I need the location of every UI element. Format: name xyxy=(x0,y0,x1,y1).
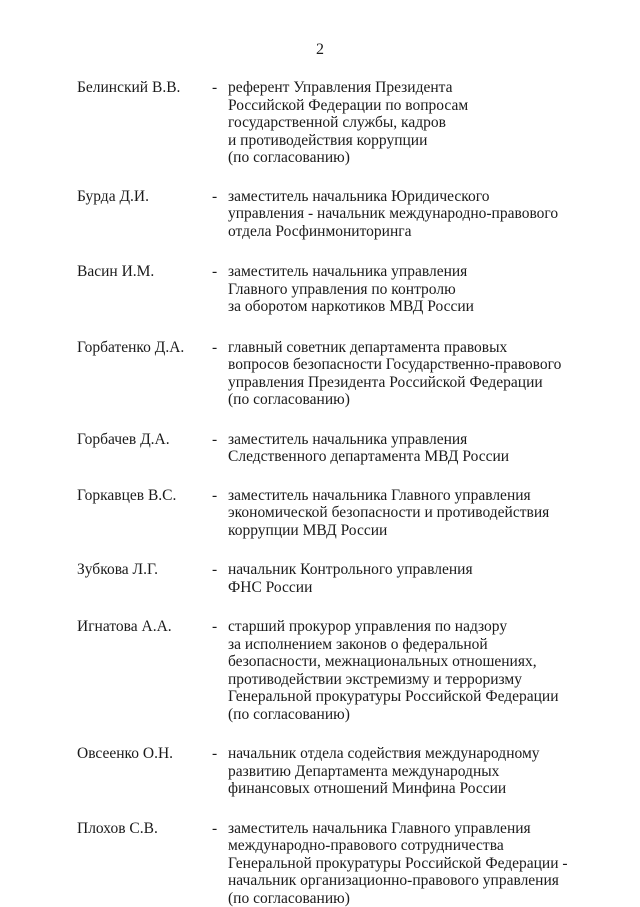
separator-dash: - xyxy=(212,745,217,763)
position-line: Генеральной прокуратуры Российской Федерации - xyxy=(228,855,628,873)
separator-dash: - xyxy=(212,487,217,505)
member-position xyxy=(228,820,628,907)
position-line: Главного управления по контролю xyxy=(228,281,628,299)
list-item xyxy=(0,561,640,596)
separator-dash: - xyxy=(212,820,217,838)
position-line: за оборотом наркотиков МВД России xyxy=(228,298,628,316)
position-line: (по согласованию) xyxy=(228,890,628,907)
list-item xyxy=(0,263,640,316)
member-position xyxy=(228,618,628,723)
position-line: международно-правового сотрудничества xyxy=(228,837,628,855)
position-line: управления Президента Российской Федерации xyxy=(228,374,628,392)
list-item xyxy=(0,745,640,798)
position-line: заместитель начальника Главного управления xyxy=(228,487,628,505)
member-position xyxy=(228,745,628,798)
position-line: финансовых отношений Минфина России xyxy=(228,780,628,798)
position-line: развитию Департамента международных xyxy=(228,763,628,781)
position-line: Следственного департамента МВД России xyxy=(228,448,628,466)
member-name: Горбатенко Д.А. xyxy=(77,339,184,357)
position-line: главный советник департамента правовых xyxy=(228,339,628,357)
member-name: Плохов С.В. xyxy=(77,820,158,838)
position-line: отдела Росфинмониторинга xyxy=(228,223,628,241)
position-line: референт Управления Президента xyxy=(228,79,628,97)
member-name: Горкавцев В.С. xyxy=(77,487,176,505)
member-name: Бурда Д.И. xyxy=(77,188,149,206)
member-list xyxy=(0,79,640,907)
list-item xyxy=(0,188,640,241)
position-line: за исполнением законов о федеральной xyxy=(228,636,628,654)
position-line: управления - начальник международно-правового xyxy=(228,205,628,223)
separator-dash: - xyxy=(212,339,217,357)
position-line: (по согласованию) xyxy=(228,706,628,724)
position-line: ФНС России xyxy=(228,579,628,597)
position-line: безопасности, межнациональных отношениях, xyxy=(228,653,628,671)
position-line: вопросов безопасности Государственно-правового xyxy=(228,356,628,374)
member-name: Овсеенко О.Н. xyxy=(77,745,173,763)
member-name: Горбачев Д.А. xyxy=(77,431,170,449)
member-name: Белинский В.В. xyxy=(77,79,180,97)
position-line: (по согласованию) xyxy=(228,149,628,167)
member-position xyxy=(228,487,628,540)
position-line: Российской Федерации по вопросам xyxy=(228,97,628,115)
member-position xyxy=(228,339,628,409)
position-line: экономической безопасности и противодействия xyxy=(228,504,628,522)
position-line: коррупции МВД России xyxy=(228,522,628,540)
list-item xyxy=(0,618,640,723)
position-line: начальник отдела содействия международному xyxy=(228,745,628,763)
list-item xyxy=(0,431,640,466)
list-item xyxy=(0,820,640,907)
position-line: начальник организационно-правового управления xyxy=(228,872,628,890)
page-number: 2 xyxy=(0,40,640,60)
separator-dash: - xyxy=(212,561,217,579)
position-line: заместитель начальника Юридического xyxy=(228,188,628,206)
member-position xyxy=(228,561,628,596)
position-line: и противодействия коррупции xyxy=(228,132,628,150)
position-line: начальник Контрольного управления xyxy=(228,561,628,579)
position-line: заместитель начальника Главного управления xyxy=(228,820,628,838)
separator-dash: - xyxy=(212,79,217,97)
separator-dash: - xyxy=(212,618,217,636)
separator-dash: - xyxy=(212,431,217,449)
list-item xyxy=(0,79,640,167)
member-position xyxy=(228,263,628,316)
member-position xyxy=(228,79,628,167)
position-line: противодействии экстремизму и терроризму xyxy=(228,671,628,689)
separator-dash: - xyxy=(212,188,217,206)
member-name: Васин И.М. xyxy=(77,263,154,281)
position-line: Генеральной прокуратуры Российской Федерации xyxy=(228,688,628,706)
separator-dash: - xyxy=(212,263,217,281)
member-position xyxy=(228,431,628,466)
position-line: заместитель начальника управления xyxy=(228,431,628,449)
member-name: Игнатова А.А. xyxy=(77,618,172,636)
position-line: государственной службы, кадров xyxy=(228,114,628,132)
member-name: Зубкова Л.Г. xyxy=(77,561,158,579)
position-line: заместитель начальника управления xyxy=(228,263,628,281)
position-line: (по согласованию) xyxy=(228,391,628,409)
member-position xyxy=(228,188,628,241)
list-item xyxy=(0,339,640,409)
position-line: старший прокурор управления по надзору xyxy=(228,618,628,636)
list-item xyxy=(0,487,640,540)
